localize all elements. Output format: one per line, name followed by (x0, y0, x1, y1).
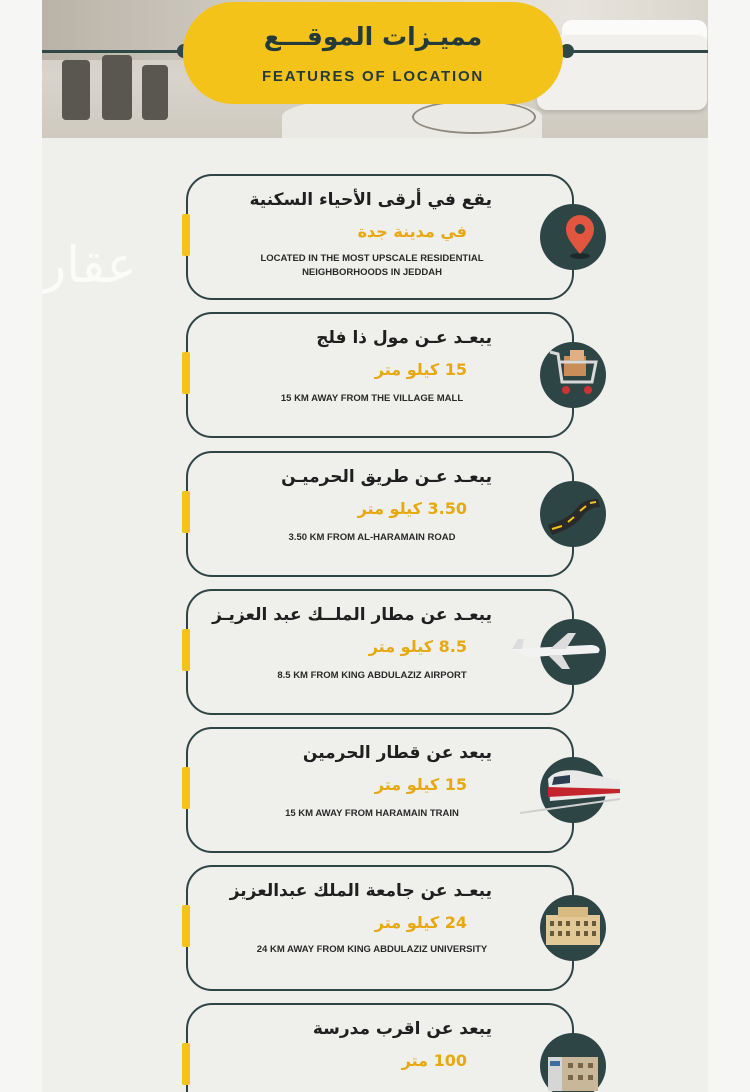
feature-english-line1: 15 KM AWAY FROM THE VILLAGE MALL (280, 393, 464, 404)
feature-english-line1: 15 KM AWAY FROM HARAMAIN TRAIN (285, 808, 459, 819)
feature-english-line2: NEIGHBORHOODS IN JEDDAH (302, 267, 442, 278)
school-icon (540, 1033, 606, 1092)
feature-title: يقع في أرقى الأحياء السكنية (249, 190, 492, 210)
features-poster (42, 0, 708, 1092)
shopping-cart-icon (540, 342, 606, 408)
page-margin-left (0, 0, 42, 1092)
feature-card (186, 589, 574, 715)
feature-card (186, 174, 574, 300)
feature-english-line1: LOCATED IN THE MOST UPSCALE RESIDENTIAL (260, 253, 484, 264)
feature-card (186, 1003, 574, 1092)
title-arabic: مميـزات الموقـــع (263, 22, 483, 51)
accent-bar (182, 905, 190, 947)
accent-bar (182, 214, 190, 256)
title-badge (183, 2, 563, 104)
feature-distance: 3.50 كيلو متر (357, 499, 467, 518)
feature-english-line1: 24 KM AWAY FROM KING ABDULAZIZ UNIVERSITY (256, 944, 488, 955)
page-margin-right (708, 0, 750, 1092)
university-icon (540, 895, 606, 961)
train-icon (540, 757, 606, 823)
accent-bar (182, 629, 190, 671)
accent-bar (182, 491, 190, 533)
feature-title: يبعـد عن مطار الملــك عبد العزيـز (212, 605, 492, 625)
feature-card (186, 312, 574, 438)
location-pin-icon (540, 204, 606, 270)
feature-title: يبعد عن قطار الحرمين (302, 743, 492, 763)
title-english: FEATURES OF LOCATION (261, 68, 485, 85)
feature-english-line1: 8.5 KM FROM KING ABDULAZIZ AIRPORT (277, 670, 467, 681)
accent-bar (182, 1043, 190, 1085)
feature-card (186, 865, 574, 991)
feature-distance: 100 متر (401, 1051, 467, 1070)
feature-card (186, 727, 574, 853)
watermark: عقار (42, 236, 137, 294)
accent-bar (182, 767, 190, 809)
feature-english-line1: 3.50 KM FROM AL-HARAMAIN ROAD (288, 532, 456, 543)
header-line-left (42, 50, 182, 53)
feature-card (186, 451, 574, 577)
feature-distance: 15 كيلو متر (374, 360, 467, 379)
header-line-right (564, 50, 708, 53)
feature-title: يبعـد عـن مول ذا فلج (316, 328, 492, 348)
feature-title: يبعـد عـن طريق الحرميـن (281, 467, 492, 487)
feature-distance: 15 كيلو متر (374, 775, 467, 794)
accent-bar (182, 352, 190, 394)
feature-distance: في مدينة جدة (357, 222, 467, 241)
road-icon (540, 481, 606, 547)
feature-title: يبعـد عن جامعة الملك عبدالعزيز (229, 881, 492, 901)
airplane-icon (540, 619, 606, 685)
feature-distance: 8.5 كيلو متر (368, 637, 467, 656)
feature-title: يبعد عن اقرب مدرسة (312, 1019, 492, 1039)
feature-distance: 24 كيلو متر (374, 913, 467, 932)
